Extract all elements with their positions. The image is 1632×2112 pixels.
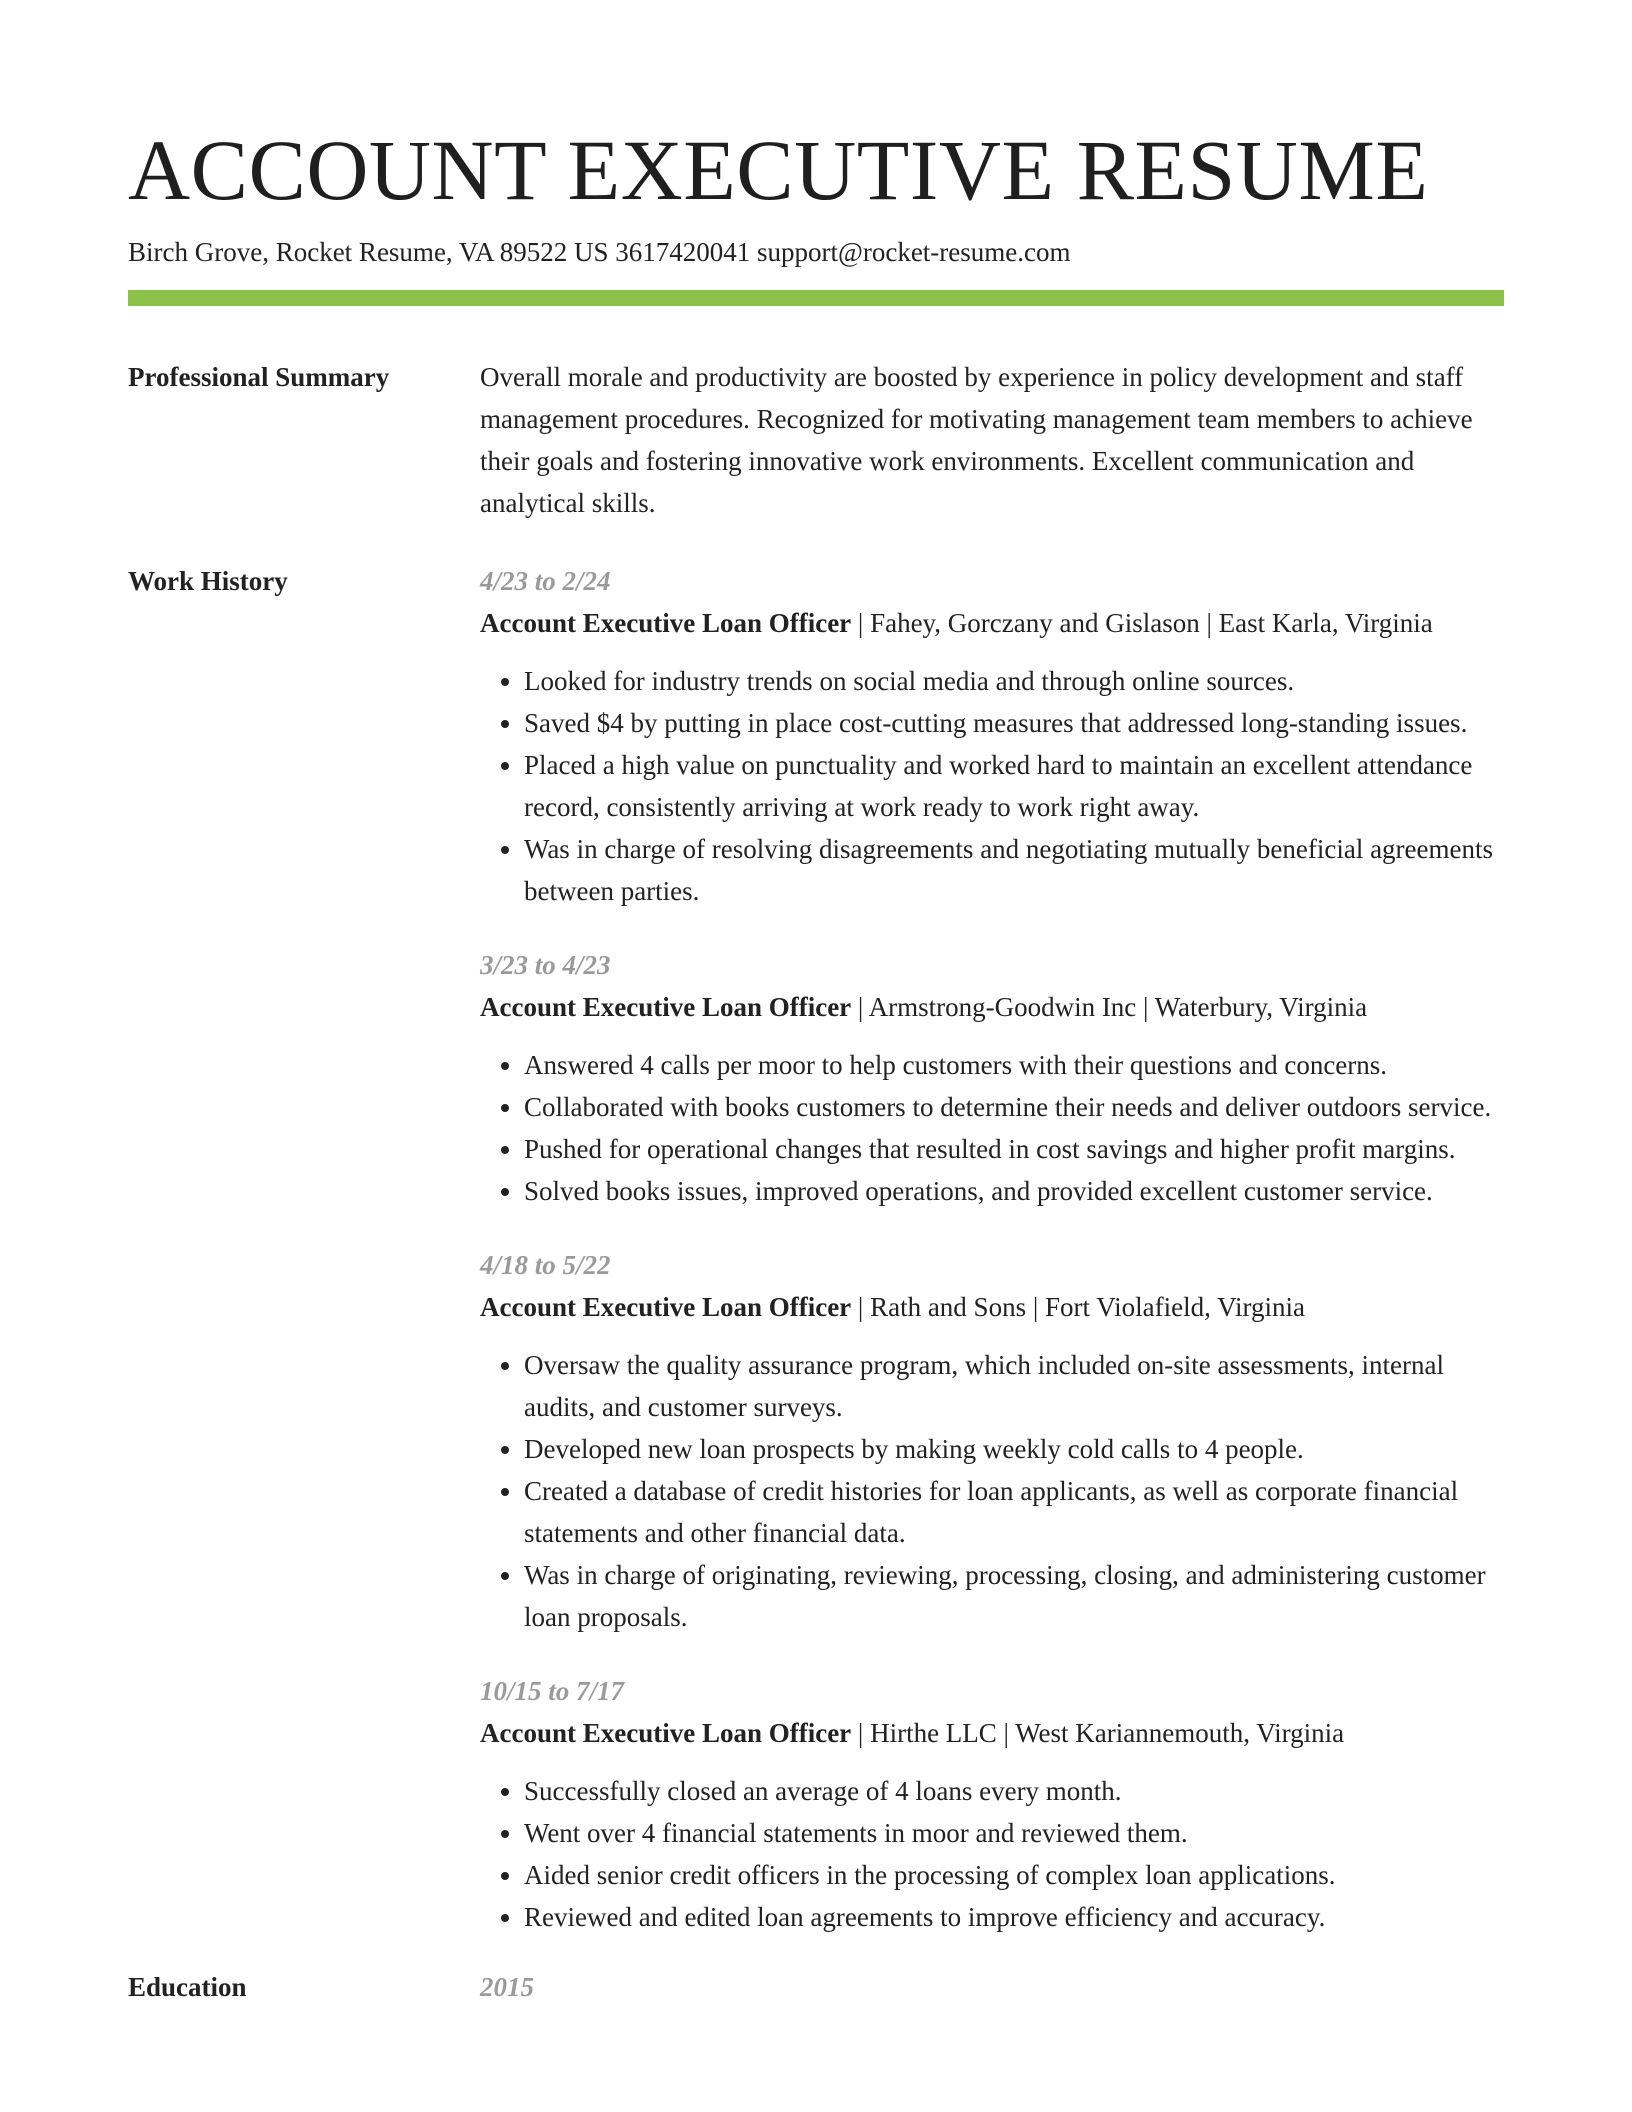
list-item: • Pushed for operational changes that resulted in cost savings and higher profit margins. bbox=[524, 1128, 1504, 1170]
work-history-list bbox=[480, 560, 1504, 1938]
job-bullets bbox=[480, 1344, 1504, 1638]
summary-section bbox=[128, 356, 1504, 524]
summary-text: Overall morale and productivity are boosted by experience in policy development and staff management procedures. Recognized for motivating management team members to achieve their goals and fostering innovative work environments. Excellent communication and analytical skills. bbox=[480, 362, 1473, 518]
job-details: | Rath and Sons | Fort Violafield, Virginia bbox=[851, 1292, 1305, 1322]
list-item: • Oversaw the quality assurance program, which included on-site assessments, internal audits, and customer surveys. bbox=[524, 1344, 1504, 1428]
list-item: • Went over 4 financial statements in moor and reviewed them. bbox=[524, 1812, 1504, 1854]
list-item: • Collaborated with books customers to determine their needs and deliver outdoors service. bbox=[524, 1086, 1504, 1128]
list-item: • Created a database of credit histories for loan applicants, as well as corporate financial statements and other financial data. bbox=[524, 1470, 1504, 1554]
job-title: Account Executive Loan Officer bbox=[480, 1292, 852, 1322]
job-title: Account Executive Loan Officer bbox=[480, 992, 852, 1022]
list-item: • Aided senior credit officers in the processing of complex loan applications. bbox=[524, 1854, 1504, 1896]
list-item: • Answered 4 calls per moor to help customers with their questions and concerns. bbox=[524, 1044, 1504, 1086]
list-item: • Saved $4 by putting in place cost-cutting measures that addressed long-standing issues. bbox=[524, 702, 1504, 744]
contact-line: Birch Grove, Rocket Resume, VA 89522 US 3617420041 support@rocket-resume.com bbox=[128, 237, 1071, 267]
job-date: 4/18 to 5/22 bbox=[480, 1250, 611, 1280]
job-heading bbox=[480, 1286, 1504, 1328]
job-entry bbox=[480, 560, 1504, 912]
work-history-section bbox=[128, 560, 1504, 1938]
job-heading bbox=[480, 1712, 1504, 1754]
list-item: • Placed a high value on punctuality and worked hard to maintain an excellent attendance record, consistently arriving at work ready to work right away. bbox=[524, 744, 1504, 828]
job-bullets bbox=[480, 660, 1504, 912]
job-details: | Fahey, Gorczany and Gislason | East Karla, Virginia bbox=[851, 608, 1433, 638]
education-section bbox=[128, 1966, 1504, 2008]
resume-page bbox=[128, 120, 1504, 2008]
job-bullets bbox=[480, 1770, 1504, 1938]
section-label-education: Education bbox=[128, 1972, 247, 2002]
job-heading bbox=[480, 986, 1504, 1028]
job-entry bbox=[480, 1670, 1504, 1938]
job-bullets bbox=[480, 1044, 1504, 1212]
list-item: • Solved books issues, improved operations, and provided excellent customer service. bbox=[524, 1170, 1504, 1212]
section-label-work-history: Work History bbox=[128, 566, 288, 596]
job-entry bbox=[480, 944, 1504, 1212]
list-item: • Was in charge of originating, reviewing, processing, closing, and administering customer loan proposals. bbox=[524, 1554, 1504, 1638]
job-date: 10/15 to 7/17 bbox=[480, 1676, 625, 1706]
job-date: 3/23 to 4/23 bbox=[480, 950, 611, 980]
list-item: • Reviewed and edited loan agreements to improve efficiency and accuracy. bbox=[524, 1896, 1504, 1938]
job-details: | Armstrong-Goodwin Inc | Waterbury, Virginia bbox=[851, 992, 1368, 1022]
education-list bbox=[480, 1966, 1504, 2008]
job-entry bbox=[480, 1244, 1504, 1638]
page-title: ACCOUNT EXECUTIVE RESUME bbox=[128, 122, 1429, 218]
list-item: • Developed new loan prospects by making weekly cold calls to 4 people. bbox=[524, 1428, 1504, 1470]
job-details: | Hirthe LLC | West Kariannemouth, Virginia bbox=[851, 1718, 1345, 1748]
job-title: Account Executive Loan Officer bbox=[480, 1718, 852, 1748]
list-item: • Successfully closed an average of 4 loans every month. bbox=[524, 1770, 1504, 1812]
job-title: Account Executive Loan Officer bbox=[480, 608, 852, 638]
section-label-summary: Professional Summary bbox=[128, 362, 390, 392]
list-item: • Looked for industry trends on social media and through online sources. bbox=[524, 660, 1504, 702]
job-heading bbox=[480, 602, 1504, 644]
accent-divider bbox=[128, 290, 1504, 306]
job-date: 4/23 to 2/24 bbox=[480, 566, 611, 596]
education-date: 2015 bbox=[480, 1972, 534, 2002]
list-item: • Was in charge of resolving disagreements and negotiating mutually beneficial agreements between parties. bbox=[524, 828, 1504, 912]
